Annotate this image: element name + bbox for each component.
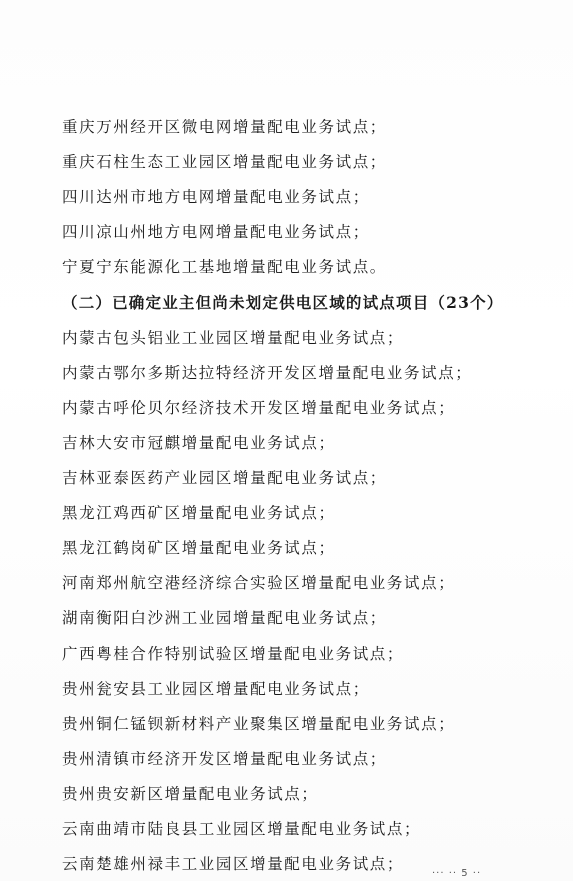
list-item: 重庆万州经开区微电网增量配电业务试点；: [62, 118, 387, 136]
list-item: 宁夏宁东能源化工基地增量配电业务试点。: [62, 258, 387, 276]
list-item: 贵州贵安新区增量配电业务试点；: [62, 785, 319, 803]
list-item: 云南曲靖市陆良县工业园区增量配电业务试点；: [62, 820, 422, 838]
list-item: 内蒙古呼伦贝尔经济技术开发区增量配电业务试点；: [62, 399, 456, 417]
list-item: 内蒙古包头铝业工业园区增量配电业务试点；: [62, 329, 405, 347]
list-item: 四川达州市地方电网增量配电业务试点；: [62, 188, 370, 206]
list-item: 云南楚雄州禄丰工业园区增量配电业务试点；: [62, 855, 405, 873]
list-item: 贵州清镇市经济开发区增量配电业务试点；: [62, 750, 387, 768]
section-heading: （二）已确定业主但尚未划定供电区域的试点项目（23个）: [62, 293, 504, 312]
list-item: 黑龙江鸡西矿区增量配电业务试点；: [62, 504, 336, 522]
list-item: 内蒙古鄂尔多斯达拉特经济开发区增量配电业务试点；: [62, 364, 473, 382]
list-item: 贵州铜仁锰钡新材料产业聚集区增量配电业务试点；: [62, 715, 456, 733]
list-item: 河南郑州航空港经济综合实验区增量配电业务试点；: [62, 574, 456, 592]
list-item: 吉林亚泰医药产业园区增量配电业务试点；: [62, 469, 387, 487]
list-item: 广西粤桂合作特别试验区增量配电业务试点；: [62, 645, 405, 663]
list-item: 黑龙江鹤岗矿区增量配电业务试点；: [62, 539, 336, 557]
page-footer-mark: ··· ·· 5 ··: [432, 868, 482, 879]
list-item: 吉林大安市冠麒增量配电业务试点；: [62, 434, 336, 452]
list-item: 湖南衡阳白沙洲工业园增量配电业务试点；: [62, 609, 387, 627]
list-item: 重庆石柱生态工业园区增量配电业务试点；: [62, 153, 387, 171]
list-item: 贵州瓮安县工业园区增量配电业务试点；: [62, 680, 370, 698]
list-item: 四川凉山州地方电网增量配电业务试点；: [62, 223, 370, 241]
